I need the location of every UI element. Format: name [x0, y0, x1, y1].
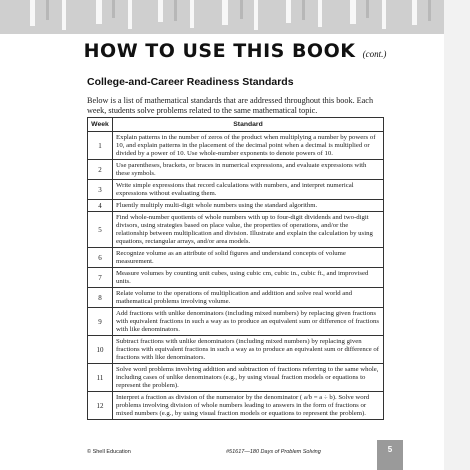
week-cell: 3	[88, 180, 113, 200]
page-title-text: HOW TO USE THIS BOOK	[83, 40, 356, 62]
publisher-credit: © Shell Education	[87, 449, 131, 455]
table-row	[88, 248, 384, 268]
week-cell: 6	[88, 248, 113, 268]
page-margin-shade	[444, 0, 470, 470]
week-cell: 5	[88, 212, 113, 248]
week-cell: 7	[88, 268, 113, 288]
intro-paragraph: Below is a list of mathematical standards that are addressed throughout this book. Each week, students solve problems related to the same mathematical topic.	[87, 96, 374, 115]
standard-cell: Solve word problems involving addition and subtraction of fractions referring to the same whole, including cases of unlike denominators (e.g., by using visual fraction models or equations to represent the problem).	[113, 364, 384, 392]
standard-cell: Add fractions with unlike denominators (including mixed numbers) by replacing given fractions with equivalent fractions in such a way as to produce an equivalent sum or difference of fractions with like denominators.	[113, 308, 384, 336]
standard-cell: Subtract fractions with unlike denominators (including mixed numbers) by replacing given fractions with equivalent fractions in such a way as to produce an equivalent sum or difference of fractions with like denominators.	[113, 336, 384, 364]
standard-cell: Write simple expressions that record calculations with numbers, and interpret numerical expressions without evaluating them.	[113, 180, 384, 200]
standard-cell: Explain patterns in the number of zeros of the product when multiplying a number by powers of 10, and explain patterns in the placement of the decimal point when a decimal is multiplied or divided by a power of 10. Use whole-number exponents to denote powers of 10.	[113, 132, 384, 160]
table-row	[88, 212, 384, 248]
table-row	[88, 160, 384, 180]
week-cell: 8	[88, 288, 113, 308]
week-cell: 4	[88, 200, 113, 212]
week-cell: 1	[88, 132, 113, 160]
table-row	[88, 336, 384, 364]
page-number-tab: 5	[377, 440, 403, 470]
table-row	[88, 392, 384, 420]
standard-cell: Relate volume to the operations of multiplication and addition and solve real world and mathematical problems involving volume.	[113, 288, 384, 308]
standard-cell: Interpret a fraction as division of the numerator by the denominator ( a/b = a ÷ b). Solve word problems involving division of whole numbers leading to answers in the form of fractions or mixed numbers (e.g., by using visual fraction models or equations to represent the problem).	[113, 392, 384, 420]
week-cell: 2	[88, 160, 113, 180]
standard-cell: Fluently multiply multi-digit whole numbers using the standard algorithm.	[113, 200, 384, 212]
week-cell: 10	[88, 336, 113, 364]
page-title	[0, 40, 470, 62]
table-header-row	[88, 118, 384, 132]
table-row	[88, 132, 384, 160]
standard-cell: Find whole-number quotients of whole numbers with up to four-digit dividends and two-digit divisors, using strategies based on place value, the properties of operations, and/or the relationship between multiplication and division. Illustrate and explain the calculation by using equations, rectangular arrays, and/or area models.	[113, 212, 384, 248]
decorative-header-band	[0, 0, 470, 34]
table-row	[88, 288, 384, 308]
table-row	[88, 180, 384, 200]
table-row	[88, 308, 384, 336]
standard-cell: Recognize volume as an attribute of solid figures and understand concepts of volume measurement.	[113, 248, 384, 268]
standard-cell: Measure volumes by counting unit cubes, using cubic cm, cubic in., cubic ft., and improvised units.	[113, 268, 384, 288]
book-reference: #51617—180 Days of Problem Solving	[226, 449, 321, 455]
standard-column-header: Standard	[113, 118, 384, 132]
striped-banner-graphic	[0, 0, 470, 34]
page-title-suffix: (cont.)	[362, 49, 387, 59]
standards-table	[87, 117, 384, 420]
section-heading: College-and-Career Readiness Standards	[87, 76, 294, 88]
week-cell: 12	[88, 392, 113, 420]
week-cell: 11	[88, 364, 113, 392]
table-row	[88, 200, 384, 212]
week-column-header: Week	[88, 118, 113, 132]
week-cell: 9	[88, 308, 113, 336]
table-row	[88, 268, 384, 288]
table-row	[88, 364, 384, 392]
standard-cell: Use parentheses, brackets, or braces in numerical expressions, and evaluate expressions with these symbols.	[113, 160, 384, 180]
